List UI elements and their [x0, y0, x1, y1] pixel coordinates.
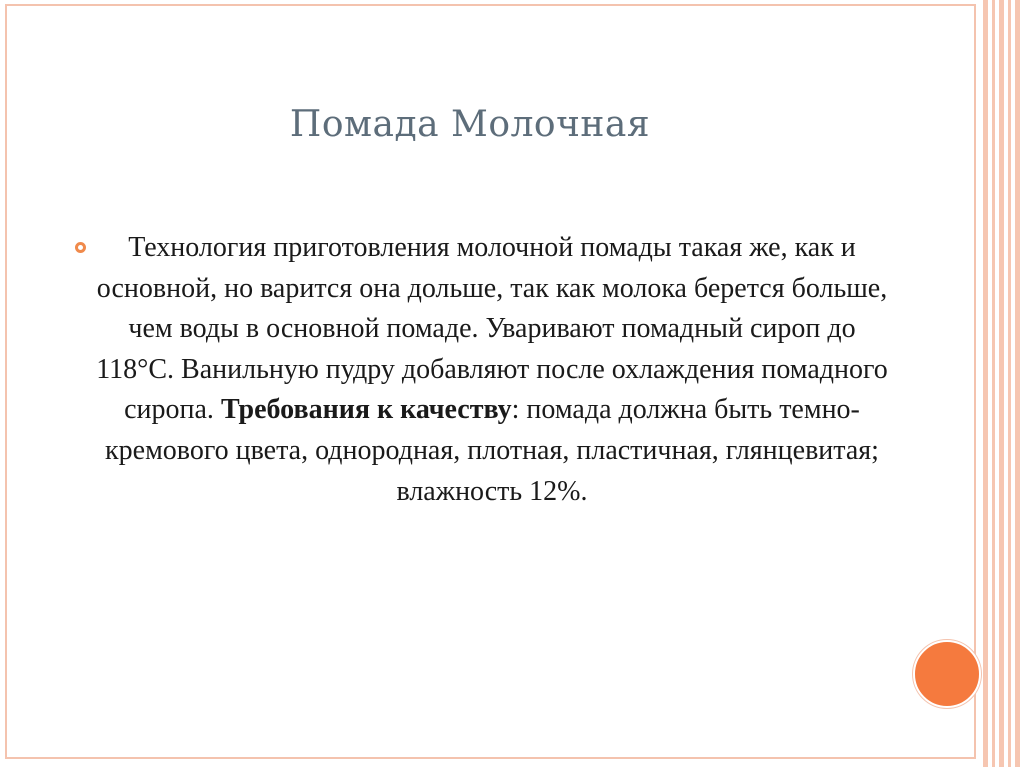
requirements-text: : помада должна быть темно-кремового цвета, однородная, плотная, пластичная, глянцевитая; влажность 12%.: [105, 394, 879, 507]
requirements-label: Требования к качеству: [220, 394, 512, 426]
slide-title: Помада Молочная: [289, 104, 651, 145]
circle-bullet-icon: [75, 242, 86, 253]
decor-stripe: [1015, 0, 1020, 767]
orange-circle-icon: [913, 640, 981, 708]
body-text: [88, 228, 896, 512]
decor-stripe: [999, 0, 1004, 767]
decor-stripe: [1008, 0, 1011, 767]
body-intro: Технология приготовления молочной помады такая же, как и основной, но варится она дольше, так как молока берется больше, чем воды в основной помаде. Уваривают помадный сироп до 118°С. Ванильную пудру добавляют после охлаждения помадного сиропа.: [96, 232, 888, 426]
decor-stripe: [983, 0, 988, 767]
decor-stripe: [992, 0, 995, 767]
